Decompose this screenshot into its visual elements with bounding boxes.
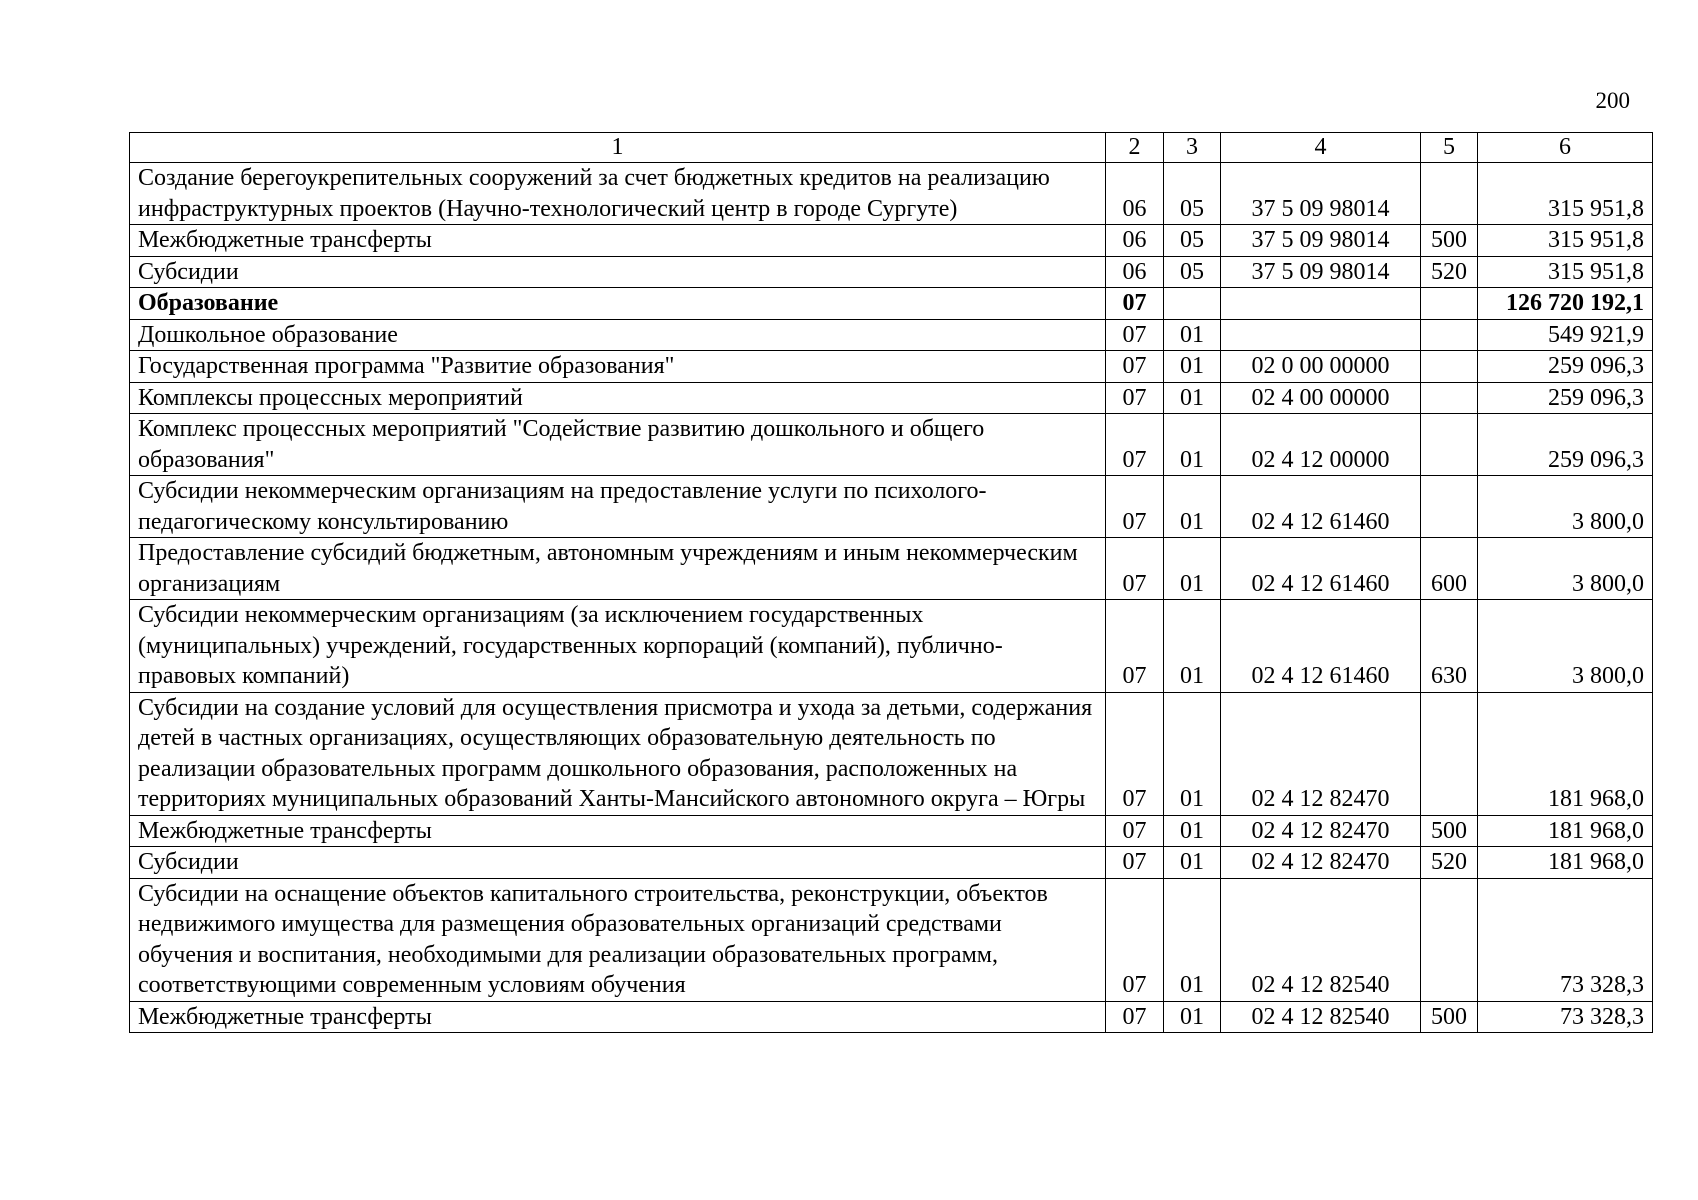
table-row [130, 692, 1653, 815]
row-section-cell: 07 [1106, 288, 1164, 320]
row-name-cell: Дошкольное образование [130, 319, 1106, 351]
row-expense-type-cell [1421, 382, 1478, 414]
table-row [130, 382, 1653, 414]
row-amount-cell: 549 921,9 [1478, 319, 1653, 351]
row-amount-cell: 181 968,0 [1478, 815, 1653, 847]
row-amount-cell: 73 328,3 [1478, 878, 1653, 1001]
row-expense-type-cell: 520 [1421, 256, 1478, 288]
row-amount-cell: 315 951,8 [1478, 256, 1653, 288]
row-target-article-cell: 02 4 12 82540 [1221, 1001, 1421, 1033]
row-target-article-cell: 37 5 09 98014 [1221, 256, 1421, 288]
table-row [130, 351, 1653, 383]
row-expense-type-cell [1421, 878, 1478, 1001]
row-target-article-cell [1221, 288, 1421, 320]
row-target-article-cell: 02 4 00 00000 [1221, 382, 1421, 414]
header-cell: 4 [1221, 133, 1421, 163]
budget-table [129, 132, 1653, 1033]
row-section-cell: 07 [1106, 414, 1164, 476]
row-target-article-cell: 02 4 12 82470 [1221, 815, 1421, 847]
header-cell: 5 [1421, 133, 1478, 163]
row-expense-type-cell: 500 [1421, 225, 1478, 257]
row-target-article-cell: 02 4 12 61460 [1221, 600, 1421, 693]
row-amount-cell: 315 951,8 [1478, 163, 1653, 225]
row-expense-type-cell [1421, 692, 1478, 815]
row-subsection-cell: 05 [1164, 163, 1221, 225]
row-section-cell: 07 [1106, 382, 1164, 414]
row-name-cell: Государственная программа "Развитие образования" [130, 351, 1106, 383]
row-amount-cell: 3 800,0 [1478, 476, 1653, 538]
row-amount-cell: 126 720 192,1 [1478, 288, 1653, 320]
row-name-cell: Субсидии на создание условий для осуществления присмотра и ухода за детьми, содержания детей в частных организациях, осуществляющих образовательную деятельность по реализации образовательных программ дошкольного образования, расположенных на территориях муниципальных образований Ханты-Мансийского автономного округа – Югры [130, 692, 1106, 815]
table-row [130, 225, 1653, 257]
row-subsection-cell: 01 [1164, 476, 1221, 538]
row-expense-type-cell [1421, 476, 1478, 538]
row-expense-type-cell: 500 [1421, 1001, 1478, 1033]
row-target-article-cell: 37 5 09 98014 [1221, 225, 1421, 257]
row-subsection-cell: 01 [1164, 600, 1221, 693]
table-row [130, 319, 1653, 351]
row-subsection-cell: 01 [1164, 351, 1221, 383]
page-number: 200 [1595, 88, 1630, 113]
table-row [130, 476, 1653, 538]
row-subsection-cell: 05 [1164, 225, 1221, 257]
row-expense-type-cell [1421, 414, 1478, 476]
row-name-cell: Субсидии на оснащение объектов капитального строительства, реконструкции, объектов недвижимого имущества для размещения образовательных организаций средствами обучения и воспитания, необходимыми для реализации образовательных программ, соответствующими современным условиям обучения [130, 878, 1106, 1001]
table-body [130, 133, 1653, 1033]
row-name-cell: Образование [130, 288, 1106, 320]
header-cell: 3 [1164, 133, 1221, 163]
row-expense-type-cell [1421, 288, 1478, 320]
table-row [130, 163, 1653, 225]
row-target-article-cell: 02 4 12 61460 [1221, 476, 1421, 538]
row-name-cell: Субсидии некоммерческим организациям (за исключением государственных (муниципальных) учреждений, государственных корпораций (компаний), публично-правовых компаний) [130, 600, 1106, 693]
row-target-article-cell: 02 0 00 00000 [1221, 351, 1421, 383]
row-section-cell: 07 [1106, 1001, 1164, 1033]
row-name-cell: Субсидии [130, 256, 1106, 288]
row-name-cell: Комплексы процессных мероприятий [130, 382, 1106, 414]
header-cell: 1 [130, 133, 1106, 163]
row-section-cell: 07 [1106, 538, 1164, 600]
row-subsection-cell: 01 [1164, 692, 1221, 815]
row-amount-cell: 73 328,3 [1478, 1001, 1653, 1033]
row-subsection-cell: 01 [1164, 538, 1221, 600]
row-name-cell: Межбюджетные трансферты [130, 225, 1106, 257]
row-expense-type-cell [1421, 319, 1478, 351]
table-row [130, 1001, 1653, 1033]
row-section-cell: 06 [1106, 256, 1164, 288]
row-target-article-cell [1221, 319, 1421, 351]
row-name-cell: Межбюджетные трансферты [130, 815, 1106, 847]
row-name-cell: Предоставление субсидий бюджетным, автономным учреждениям и иным некоммерческим организациям [130, 538, 1106, 600]
row-section-cell: 07 [1106, 476, 1164, 538]
row-target-article-cell: 02 4 12 82470 [1221, 692, 1421, 815]
header-cell: 2 [1106, 133, 1164, 163]
row-target-article-cell: 02 4 12 61460 [1221, 538, 1421, 600]
row-name-cell: Субсидии [130, 847, 1106, 879]
table-row [130, 538, 1653, 600]
row-expense-type-cell: 500 [1421, 815, 1478, 847]
row-amount-cell: 259 096,3 [1478, 382, 1653, 414]
row-expense-type-cell [1421, 163, 1478, 225]
table-header-row [130, 133, 1653, 163]
row-subsection-cell: 01 [1164, 847, 1221, 879]
row-target-article-cell: 02 4 12 00000 [1221, 414, 1421, 476]
row-name-cell: Межбюджетные трансферты [130, 1001, 1106, 1033]
row-amount-cell: 3 800,0 [1478, 538, 1653, 600]
row-section-cell: 07 [1106, 351, 1164, 383]
table-row [130, 256, 1653, 288]
row-amount-cell: 181 968,0 [1478, 847, 1653, 879]
table-row [130, 847, 1653, 879]
row-subsection-cell: 01 [1164, 382, 1221, 414]
row-amount-cell: 259 096,3 [1478, 414, 1653, 476]
table-row [130, 815, 1653, 847]
row-subsection-cell: 01 [1164, 815, 1221, 847]
row-expense-type-cell: 520 [1421, 847, 1478, 879]
row-expense-type-cell: 600 [1421, 538, 1478, 600]
row-expense-type-cell: 630 [1421, 600, 1478, 693]
row-section-cell: 07 [1106, 878, 1164, 1001]
row-subsection-cell: 05 [1164, 256, 1221, 288]
header-cell: 6 [1478, 133, 1653, 163]
row-name-cell: Субсидии некоммерческим организациям на предоставление услуги по психолого-педагогическому консультированию [130, 476, 1106, 538]
row-section-cell: 07 [1106, 319, 1164, 351]
row-subsection-cell: 01 [1164, 878, 1221, 1001]
row-section-cell: 06 [1106, 225, 1164, 257]
table-row [130, 288, 1653, 320]
table-row [130, 414, 1653, 476]
row-target-article-cell: 02 4 12 82540 [1221, 878, 1421, 1001]
row-section-cell: 07 [1106, 692, 1164, 815]
table-row [130, 600, 1653, 693]
row-expense-type-cell [1421, 351, 1478, 383]
row-name-cell: Комплекс процессных мероприятий "Содействие развитию дошкольного и общего образования" [130, 414, 1106, 476]
row-subsection-cell: 01 [1164, 1001, 1221, 1033]
row-name-cell: Создание берегоукрепительных сооружений за счет бюджетных кредитов на реализацию инфраструктурных проектов (Научно-технологический центр в городе Сургуте) [130, 163, 1106, 225]
table-row [130, 878, 1653, 1001]
row-subsection-cell: 01 [1164, 319, 1221, 351]
row-section-cell: 07 [1106, 847, 1164, 879]
row-amount-cell: 3 800,0 [1478, 600, 1653, 693]
row-target-article-cell: 37 5 09 98014 [1221, 163, 1421, 225]
row-amount-cell: 315 951,8 [1478, 225, 1653, 257]
row-section-cell: 07 [1106, 815, 1164, 847]
row-subsection-cell: 01 [1164, 414, 1221, 476]
row-section-cell: 06 [1106, 163, 1164, 225]
row-amount-cell: 181 968,0 [1478, 692, 1653, 815]
row-amount-cell: 259 096,3 [1478, 351, 1653, 383]
row-subsection-cell [1164, 288, 1221, 320]
row-target-article-cell: 02 4 12 82470 [1221, 847, 1421, 879]
row-section-cell: 07 [1106, 600, 1164, 693]
